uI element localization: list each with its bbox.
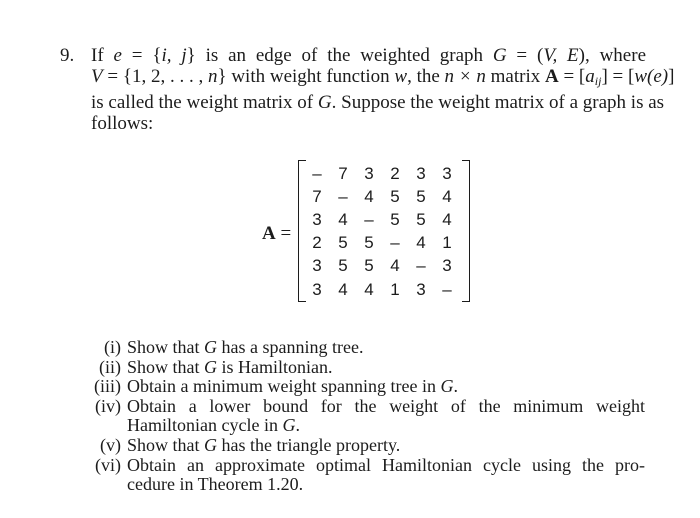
matrix-cell: 7 [338,164,348,183]
part-text: Obtain an approximate optimal Hamiltonian cycle using the pro- cedure in Theorem 1.20. [127,454,645,495]
part-v [75,436,645,456]
part-ii [75,358,645,378]
matrix-cell: 3 [312,280,322,299]
matrix-cell: 4 [390,256,400,275]
matrix-cell: – [338,187,348,206]
matrix-cell: 3 [312,210,322,229]
matrix-cell: 4 [364,187,374,206]
matrix-cell: 4 [364,280,374,299]
matrix-cell: 4 [442,210,452,229]
matrix-cell: – [416,256,426,275]
matrix-cell: 4 [442,187,452,206]
matrix-cell: 5 [364,256,374,275]
part-label: (v) [100,434,121,455]
matrix-cell: 3 [416,280,426,299]
matrix-cell: 5 [338,256,348,275]
part-text: Obtain a lower bound for the weight of the minimum weight Hamiltonian cycle in G. [127,395,645,436]
matrix-cell: 7 [312,187,322,206]
matrix-cell: 3 [442,256,452,275]
part-label: (vi) [95,454,121,475]
matrix-cell: 4 [338,280,348,299]
question-intro [91,45,675,134]
question-parts [75,338,645,495]
matrix-cell: – [442,280,452,299]
intro-line-1: If e = {i, j} is an edge of the weighted graph G = (V, E), where [91,45,647,66]
part-label: (i) [104,337,121,357]
part-iii [75,377,645,397]
matrix-cell: 1 [390,280,400,299]
matrix-cell: 5 [390,187,400,206]
part-text: Show that G has the triangle property. [127,434,401,455]
matrix-cell: – [364,210,374,229]
matrix-cell: 5 [416,210,426,229]
matrix-cell: 2 [312,233,322,252]
part-label: (ii) [99,356,121,377]
question-number: 9. [60,45,75,66]
matrix-cell: 3 [364,164,374,183]
part-iv [75,397,645,436]
matrix-cell: 3 [312,256,322,275]
part-label: (iii) [94,376,121,397]
matrix-cell: 4 [338,210,348,229]
matrix-label: A = [262,223,292,244]
matrix-cell: 5 [416,187,426,206]
matrix-cell: 3 [442,164,452,183]
matrix-cell: 4 [416,233,426,252]
matrix-right-bracket [462,160,470,302]
matrix-cell: 5 [364,233,374,252]
matrix-cell: 2 [390,164,400,183]
matrix-left-bracket [298,160,306,302]
intro-line-3: is called the weight matrix of G. Suppose the weight matrix of a graph is as [91,92,665,113]
matrix-cell: 3 [416,164,426,183]
part-text: Show that G is Hamiltonian. [127,356,333,377]
matrix-cell: 5 [390,210,400,229]
matrix-cell: 1 [442,233,452,252]
part-i [75,338,645,358]
part-text: Obtain a minimum weight spanning tree in G. [127,376,458,397]
part-text: Show that G has a spanning tree. [127,337,364,357]
intro-line-2: V = {1, 2, . . . , n} with weight function w, the n × n matrix $A = [a_{ij}] = [w(e)]$ [91,66,675,88]
intro-line-4: follows: [91,113,154,134]
matrix-cell: – [312,164,322,183]
matrix-cell: 5 [338,233,348,252]
matrix-cell: – [390,233,400,252]
part-label: (iv) [95,395,121,416]
part-vi [75,456,645,495]
